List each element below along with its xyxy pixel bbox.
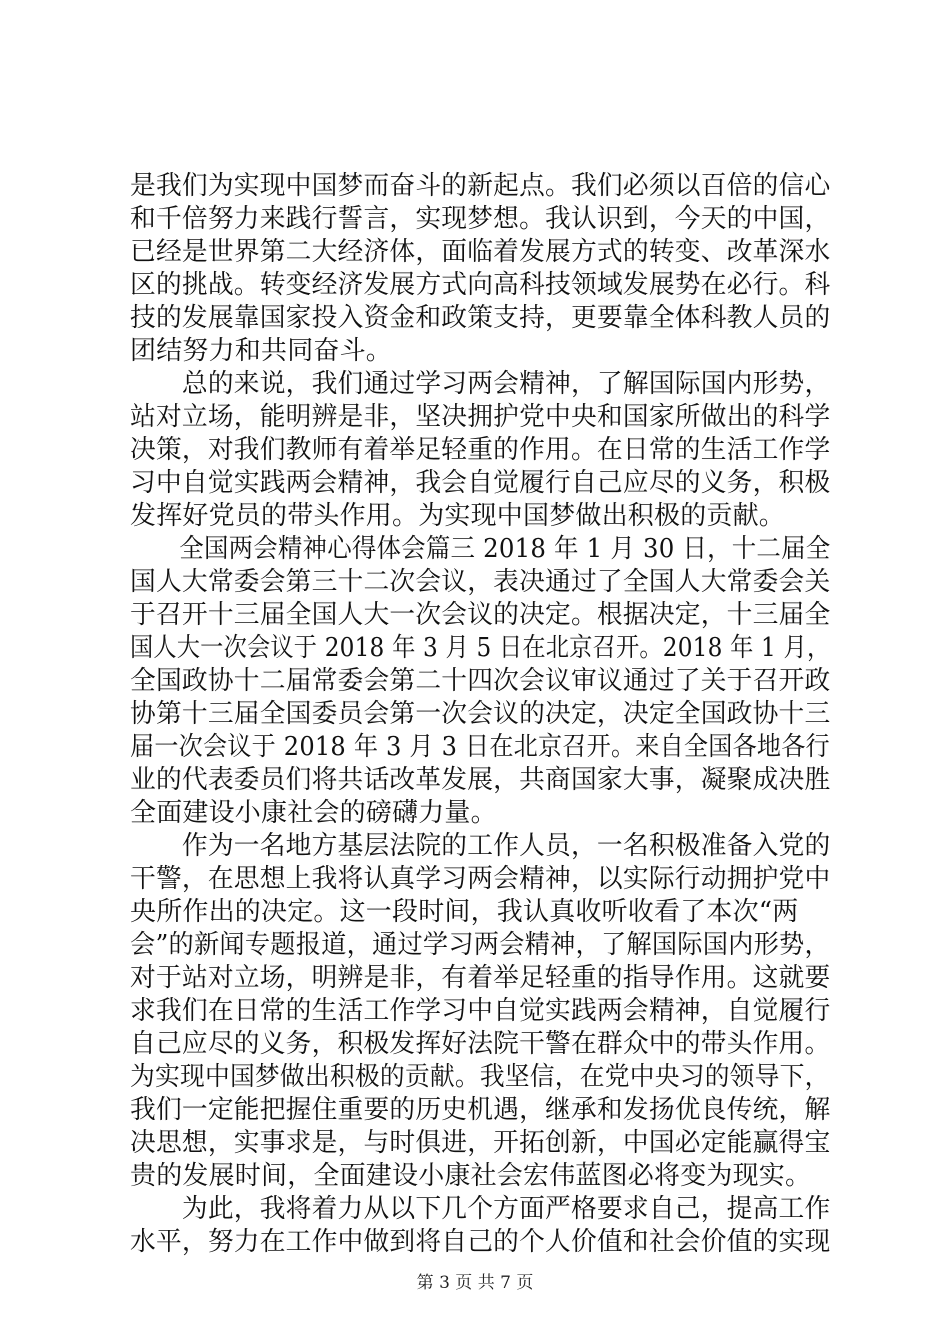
text-line: 贵的发展时间，全面建设小康社会宏伟蓝图必将变为现实。: [130, 1161, 812, 1191]
text-line: 为此，我将着力从以下几个方面严格要求自己，提高工作: [130, 1194, 831, 1224]
text-line: 站对立场，能明辨是非，坚决拥护党中央和国家所做出的科学: [130, 402, 831, 432]
text-line: 为实现中国梦做出积极的贡献。我坚信，在党中央习的领导下，: [130, 1062, 830, 1092]
text-line: 业的代表委员们将共话改革发展，共商国家大事，凝聚成决胜: [130, 765, 831, 795]
text-line: 习中自觉实践两会精神，我会自觉履行自己应尽的义务，积极: [130, 468, 831, 498]
text-line: 干警，在思想上我将认真学习两会精神，以实际行动拥护党中: [130, 864, 831, 894]
text-line: 是我们为实现中国梦而奋斗的新起点。我们必须以百倍的信心: [130, 171, 831, 201]
text-line: 自己应尽的义务，积极发挥好法院干警在群众中的带头作用。: [130, 1029, 831, 1059]
text-line: 我们一定能把握住重要的历史机遇，继承和发扬优良传统，解: [130, 1095, 831, 1125]
text-line: 对于站对立场，明辨是非，有着举足轻重的指导作用。这就要: [130, 963, 831, 993]
text-line: 国人大一次会议于 2018 年 3 月 5 日在北京召开。2018 年 1 月，: [130, 633, 831, 663]
text-line: 发挥好党员的带头作用。为实现中国梦做出积极的贡献。: [130, 501, 786, 531]
text-line: 协第十三届全国委员会第一次会议的决定，决定全国政协十三: [130, 699, 831, 729]
text-line: 全国两会精神心得体会篇三 2018 年 1 月 30 日，十二届全: [130, 534, 831, 564]
text-line: 全国政协十二届常委会第二十四次会议审议通过了关于召开政: [130, 666, 831, 696]
page-footer: 第 3 页 共 7 页: [416, 1273, 534, 1293]
text-line: 水平，努力在工作中做到将自己的个人价值和社会价值的实现: [130, 1227, 831, 1257]
text-line: 区的挑战。转变经济发展方式向高科技领域发展势在必行。科: [130, 270, 831, 300]
text-line: 总的来说，我们通过学习两会精神，了解国际国内形势，: [130, 369, 831, 399]
text-line: 国人大常委会第三十二次会议，表决通过了全国人大常委会关: [130, 567, 831, 597]
text-line: 技的发展靠国家投入资金和政策支持，更要靠全体科教人员的: [130, 303, 831, 333]
text-line: 团结努力和共同奋斗。: [130, 336, 393, 366]
text-line: 和千倍努力来践行誓言，实现梦想。我认识到，今天的中国，: [130, 204, 831, 234]
text-line: 决思想，实事求是，与时俱进，开拓创新，中国必定能赢得宝: [130, 1128, 831, 1158]
text-line: 求我们在日常的生活工作学习中自觉实践两会精神，自觉履行: [130, 996, 831, 1026]
text-line: 已经是世界第二大经济体，面临着发展方式的转变、改革深水: [130, 237, 831, 267]
text-line: 届一次会议于 2018 年 3 月 3 日在北京召开。来自全国各地各行: [130, 732, 830, 762]
text-line: 于召开十三届全国人大一次会议的决定。根据决定，十三届全: [130, 600, 831, 630]
text-line: 全面建设小康社会的磅礴力量。: [130, 798, 497, 828]
text-line: 作为一名地方基层法院的工作人员，一名积极准备入党的: [130, 831, 831, 861]
text-line: 决策，对我们教师有着举足轻重的作用。在日常的生活工作学: [130, 435, 831, 465]
text-line: 央所作出的决定。这一段时间，我认真收听收看了本次“两: [130, 897, 799, 927]
text-line: 会”的新闻专题报道，通过学习两会精神，了解国际国内形势，: [130, 930, 830, 960]
